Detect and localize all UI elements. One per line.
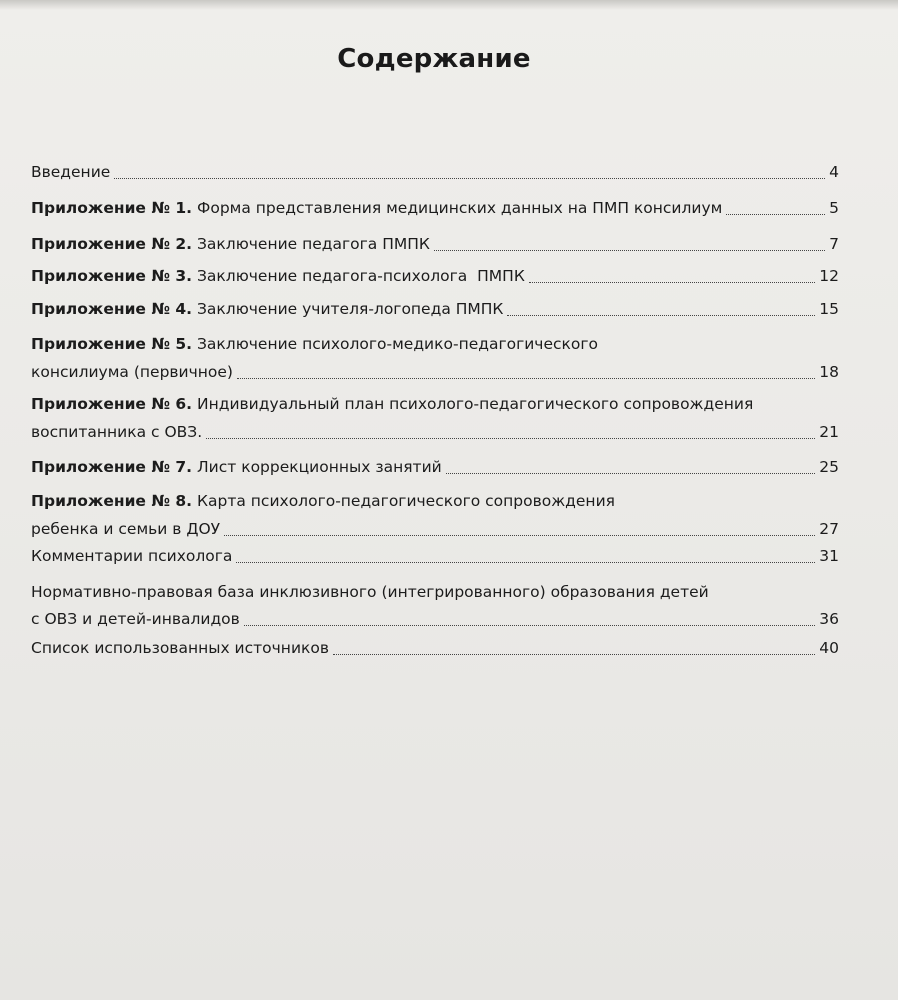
toc-entry-text: Карта психолого-педагогического сопровождения [197, 492, 615, 510]
toc-entry-text: Заключение учителя-логопеда ПМПК [197, 300, 504, 318]
toc-page-number: 40 [819, 639, 839, 657]
toc-entry-prefix: Приложение № 5. [31, 335, 193, 353]
dot-leader [114, 178, 825, 179]
toc-entry-introduction[interactable] [31, 160, 839, 185]
toc-page-number: 15 [819, 300, 839, 318]
toc-entry-text: Заключение психолого-медико-педагогического [197, 335, 598, 353]
toc-entry-text: Нормативно-правовая база инклюзивного (интегрированного) образования детей [31, 583, 709, 601]
toc-entry-prefix: Приложение № 8. [31, 492, 193, 510]
dot-leader [333, 654, 815, 655]
toc-entry-prefix: Приложение № 6. [31, 395, 193, 413]
toc-entry-prefix: Приложение № 3. [31, 267, 193, 285]
page-edge-shadow [0, 0, 898, 10]
page-title: Содержание [337, 44, 531, 74]
toc-entry-text: Введение [31, 163, 111, 181]
toc-page-number: 21 [819, 423, 839, 441]
toc-entry-prefix: Приложение № 2. [31, 235, 193, 253]
dot-leader [206, 438, 815, 439]
dot-leader [446, 473, 816, 474]
toc-entry-text-continued: с ОВЗ и детей-инвалидов [31, 610, 240, 628]
toc-page-number: 27 [819, 520, 839, 538]
toc-page-number: 36 [819, 610, 839, 628]
dot-leader [726, 214, 825, 215]
toc-entry-text-continued: воспитанника с ОВЗ. [31, 423, 203, 441]
toc-entry-appendix-2[interactable] [31, 232, 839, 257]
toc-entry-references[interactable] [31, 636, 839, 661]
toc-entry-text: Заключение педагога ПМПК [197, 235, 430, 253]
dot-leader [237, 378, 815, 379]
toc-entry-prefix: Приложение № 1. [31, 199, 193, 217]
dot-leader [244, 625, 815, 626]
toc-entry-text: Комментарии психолога [31, 547, 233, 565]
toc-entry-text: Форма представления медицинских данных на ПМП консилиум [197, 199, 723, 217]
dot-leader [434, 250, 825, 251]
toc-page-number: 5 [829, 199, 839, 217]
dot-leader [236, 562, 815, 563]
toc-entry-appendix-8[interactable] [31, 489, 839, 542]
toc-entry-appendix-7[interactable] [31, 455, 839, 480]
toc-page-number: 18 [819, 363, 839, 381]
toc-entry-text: Список использованных источников [31, 639, 329, 657]
toc-entry-text-continued: консилиума (первичное) [31, 363, 233, 381]
toc-page-number: 4 [829, 163, 839, 181]
toc-entry-text: Заключение педагога-психолога ПМПК [197, 267, 525, 285]
dot-leader [507, 315, 815, 316]
toc-entry-text-continued: ребенка и семьи в ДОУ [31, 520, 221, 538]
toc-entry-prefix: Приложение № 4. [31, 300, 193, 318]
toc-entry-appendix-1[interactable] [31, 196, 839, 221]
dot-leader [224, 535, 815, 536]
dot-leader [529, 282, 815, 283]
toc-entry-psychologist-comments[interactable] [31, 544, 839, 569]
toc-page-number: 12 [819, 267, 839, 285]
toc-entry-text: Лист коррекционных занятий [197, 458, 442, 476]
toc-entry-prefix: Приложение № 7. [31, 458, 193, 476]
toc-entry-legal-framework[interactable] [31, 580, 839, 632]
toc-page-number: 31 [819, 547, 839, 565]
toc-entry-appendix-4[interactable] [31, 297, 839, 322]
toc-page-number: 25 [819, 458, 839, 476]
toc-entry-appendix-3[interactable] [31, 264, 839, 289]
toc-entry-text: Индивидуальный план психолого-педагогического сопровождения [197, 395, 754, 413]
toc-entry-appendix-6[interactable] [31, 392, 839, 445]
toc-entry-appendix-5[interactable] [31, 332, 839, 385]
toc-page-number: 7 [829, 235, 839, 253]
